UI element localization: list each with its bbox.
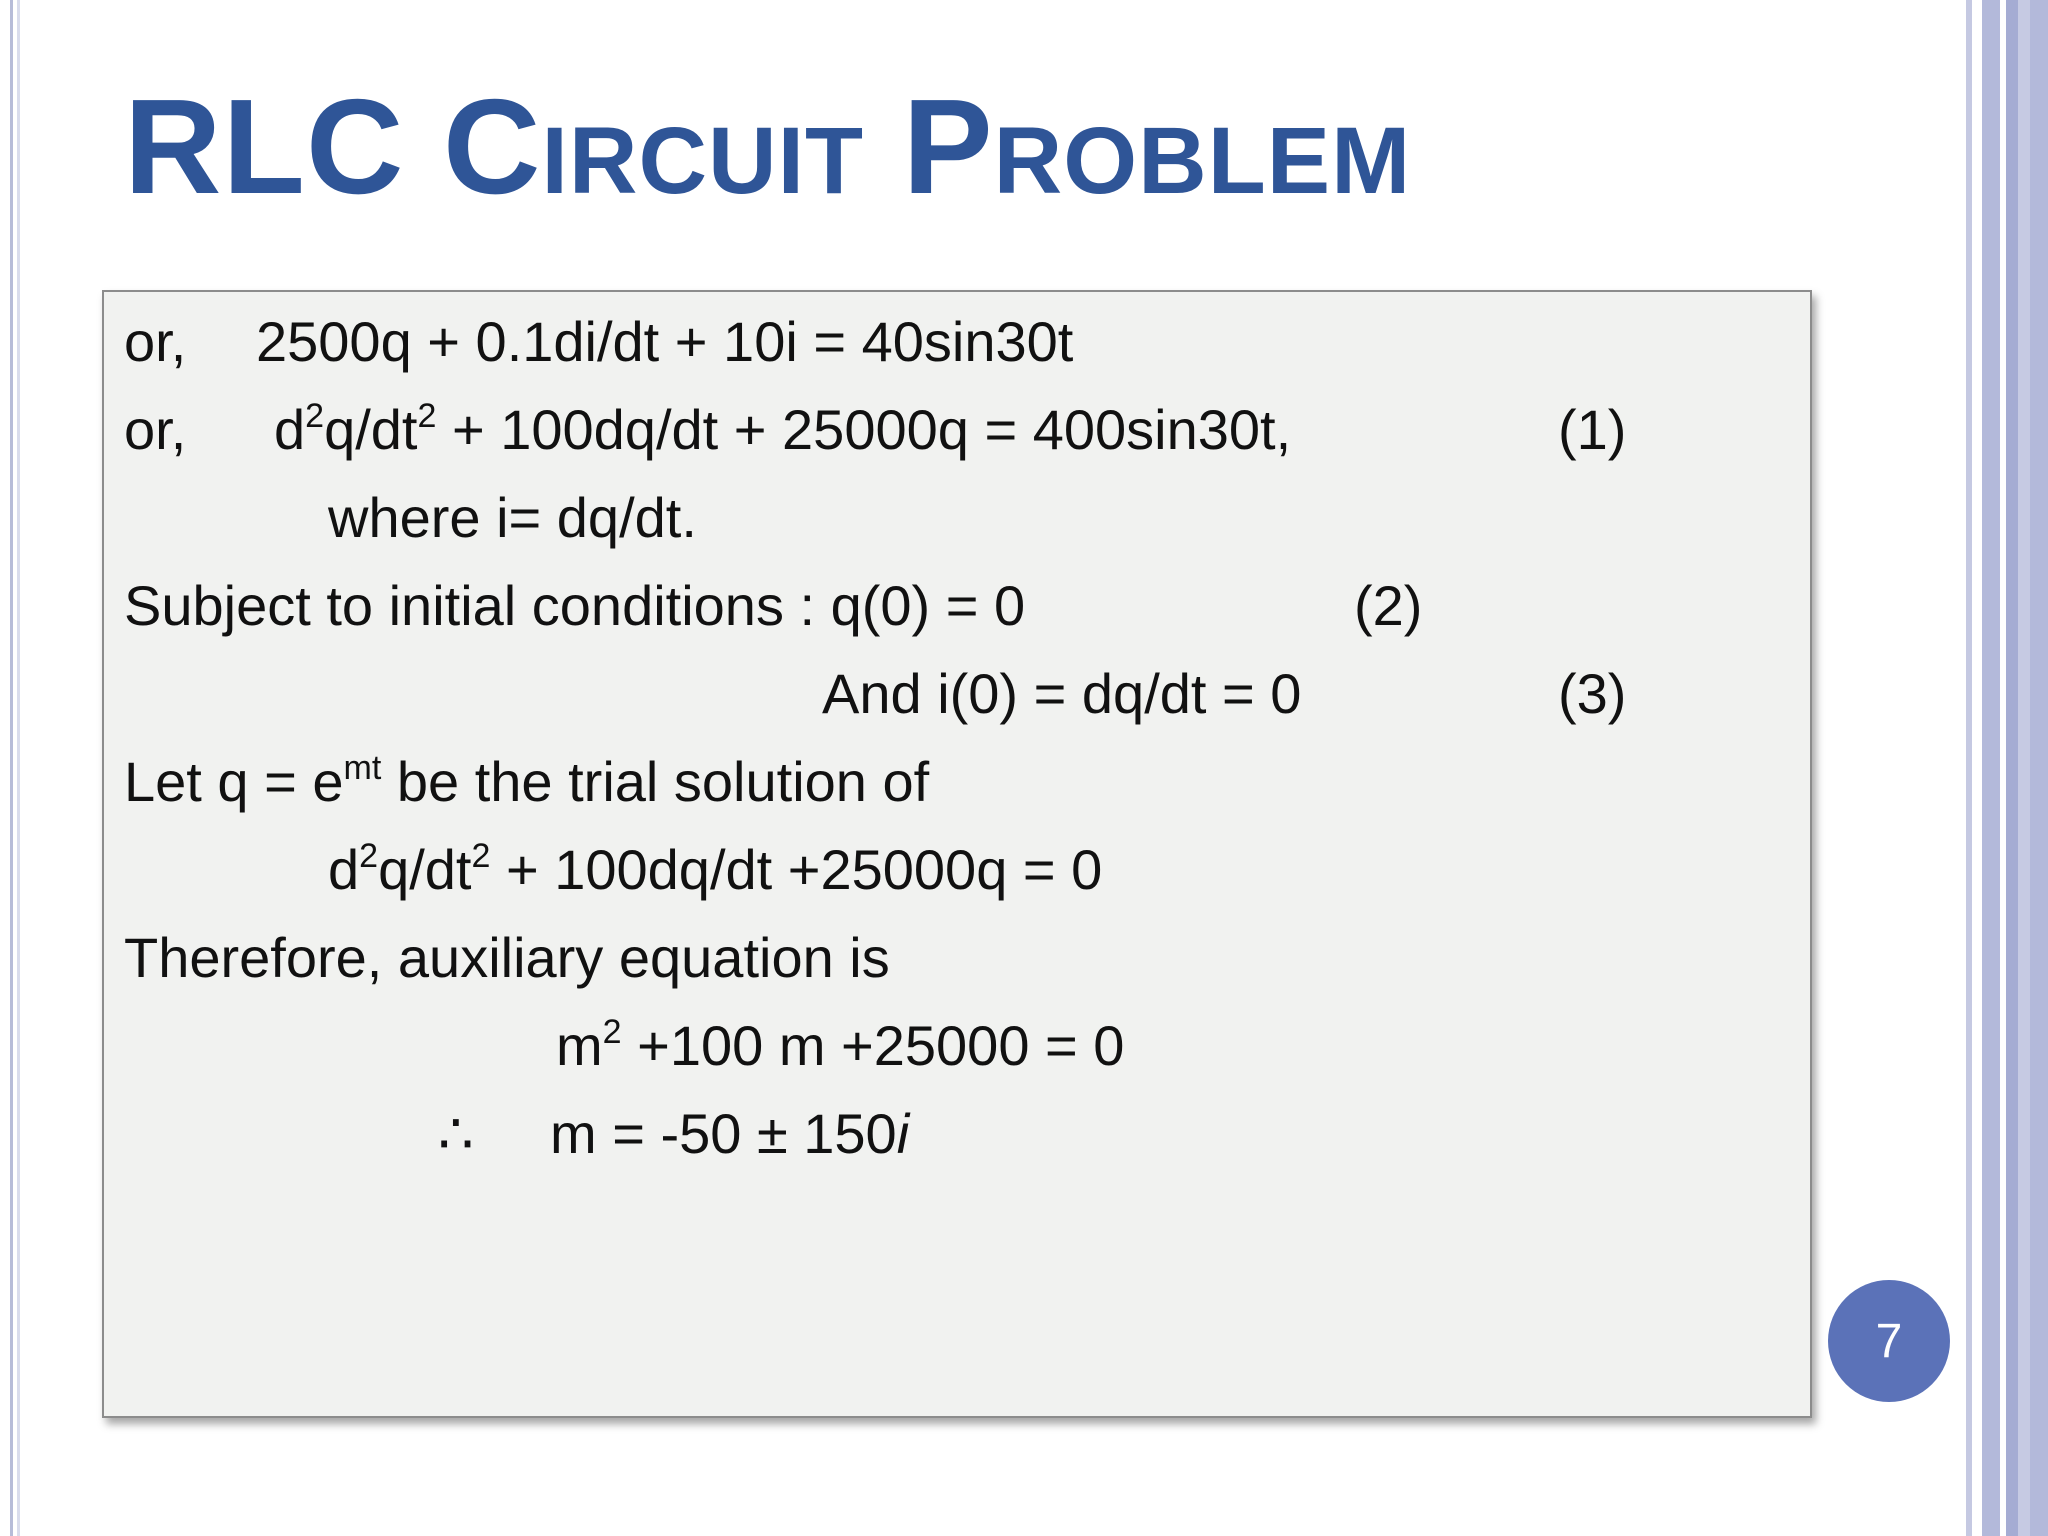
line-1-equation: 2500q + 0.1di/dt + 10i = 40sin30t: [256, 310, 1074, 373]
equation-number-3: (3): [1558, 662, 1627, 725]
line-2-prefix: or,: [124, 398, 187, 461]
line-6-trial-solution: Let $q = e^{mt}$ be the trial solution of: [124, 749, 930, 813]
line-2-equation: $d^2q/dt^2 + 100dq/dt + 25000q = 400\sin 30t$,: [274, 397, 1292, 461]
equation-number-1: (1): [1558, 398, 1627, 461]
line-3-where: where i= dq/dt.: [328, 486, 697, 549]
line-1-prefix: or,: [124, 310, 187, 373]
line-4-initial-conditions: Subject to initial conditions : q(0) = 0: [124, 574, 1026, 637]
line-7-homogeneous-equation: $d^2q/dt^2 + 100dq/dt +25000q = 0$: [328, 837, 1103, 901]
line-5-and-condition: And i(0) = dq/dt = 0: [822, 662, 1302, 725]
left-border-decoration: [0, 0, 22, 1536]
line-10-roots: m = -50 ± 150i: [550, 1102, 910, 1165]
line-8-auxiliary-text: Therefore, auxiliary equation is: [124, 926, 890, 989]
right-stripe-decoration: [1966, 0, 2048, 1536]
slide-title: RLC Circuit Problem: [124, 71, 1412, 222]
equation-text-box: [102, 290, 1812, 1418]
page-number-badge: 7: [1828, 1280, 1950, 1402]
line-9-auxiliary-equation: $m^2 +100$ m +25000 = 0: [556, 1013, 1125, 1077]
equation-number-2: (2): [1354, 574, 1423, 637]
therefore-symbol: ∴: [438, 1102, 474, 1165]
